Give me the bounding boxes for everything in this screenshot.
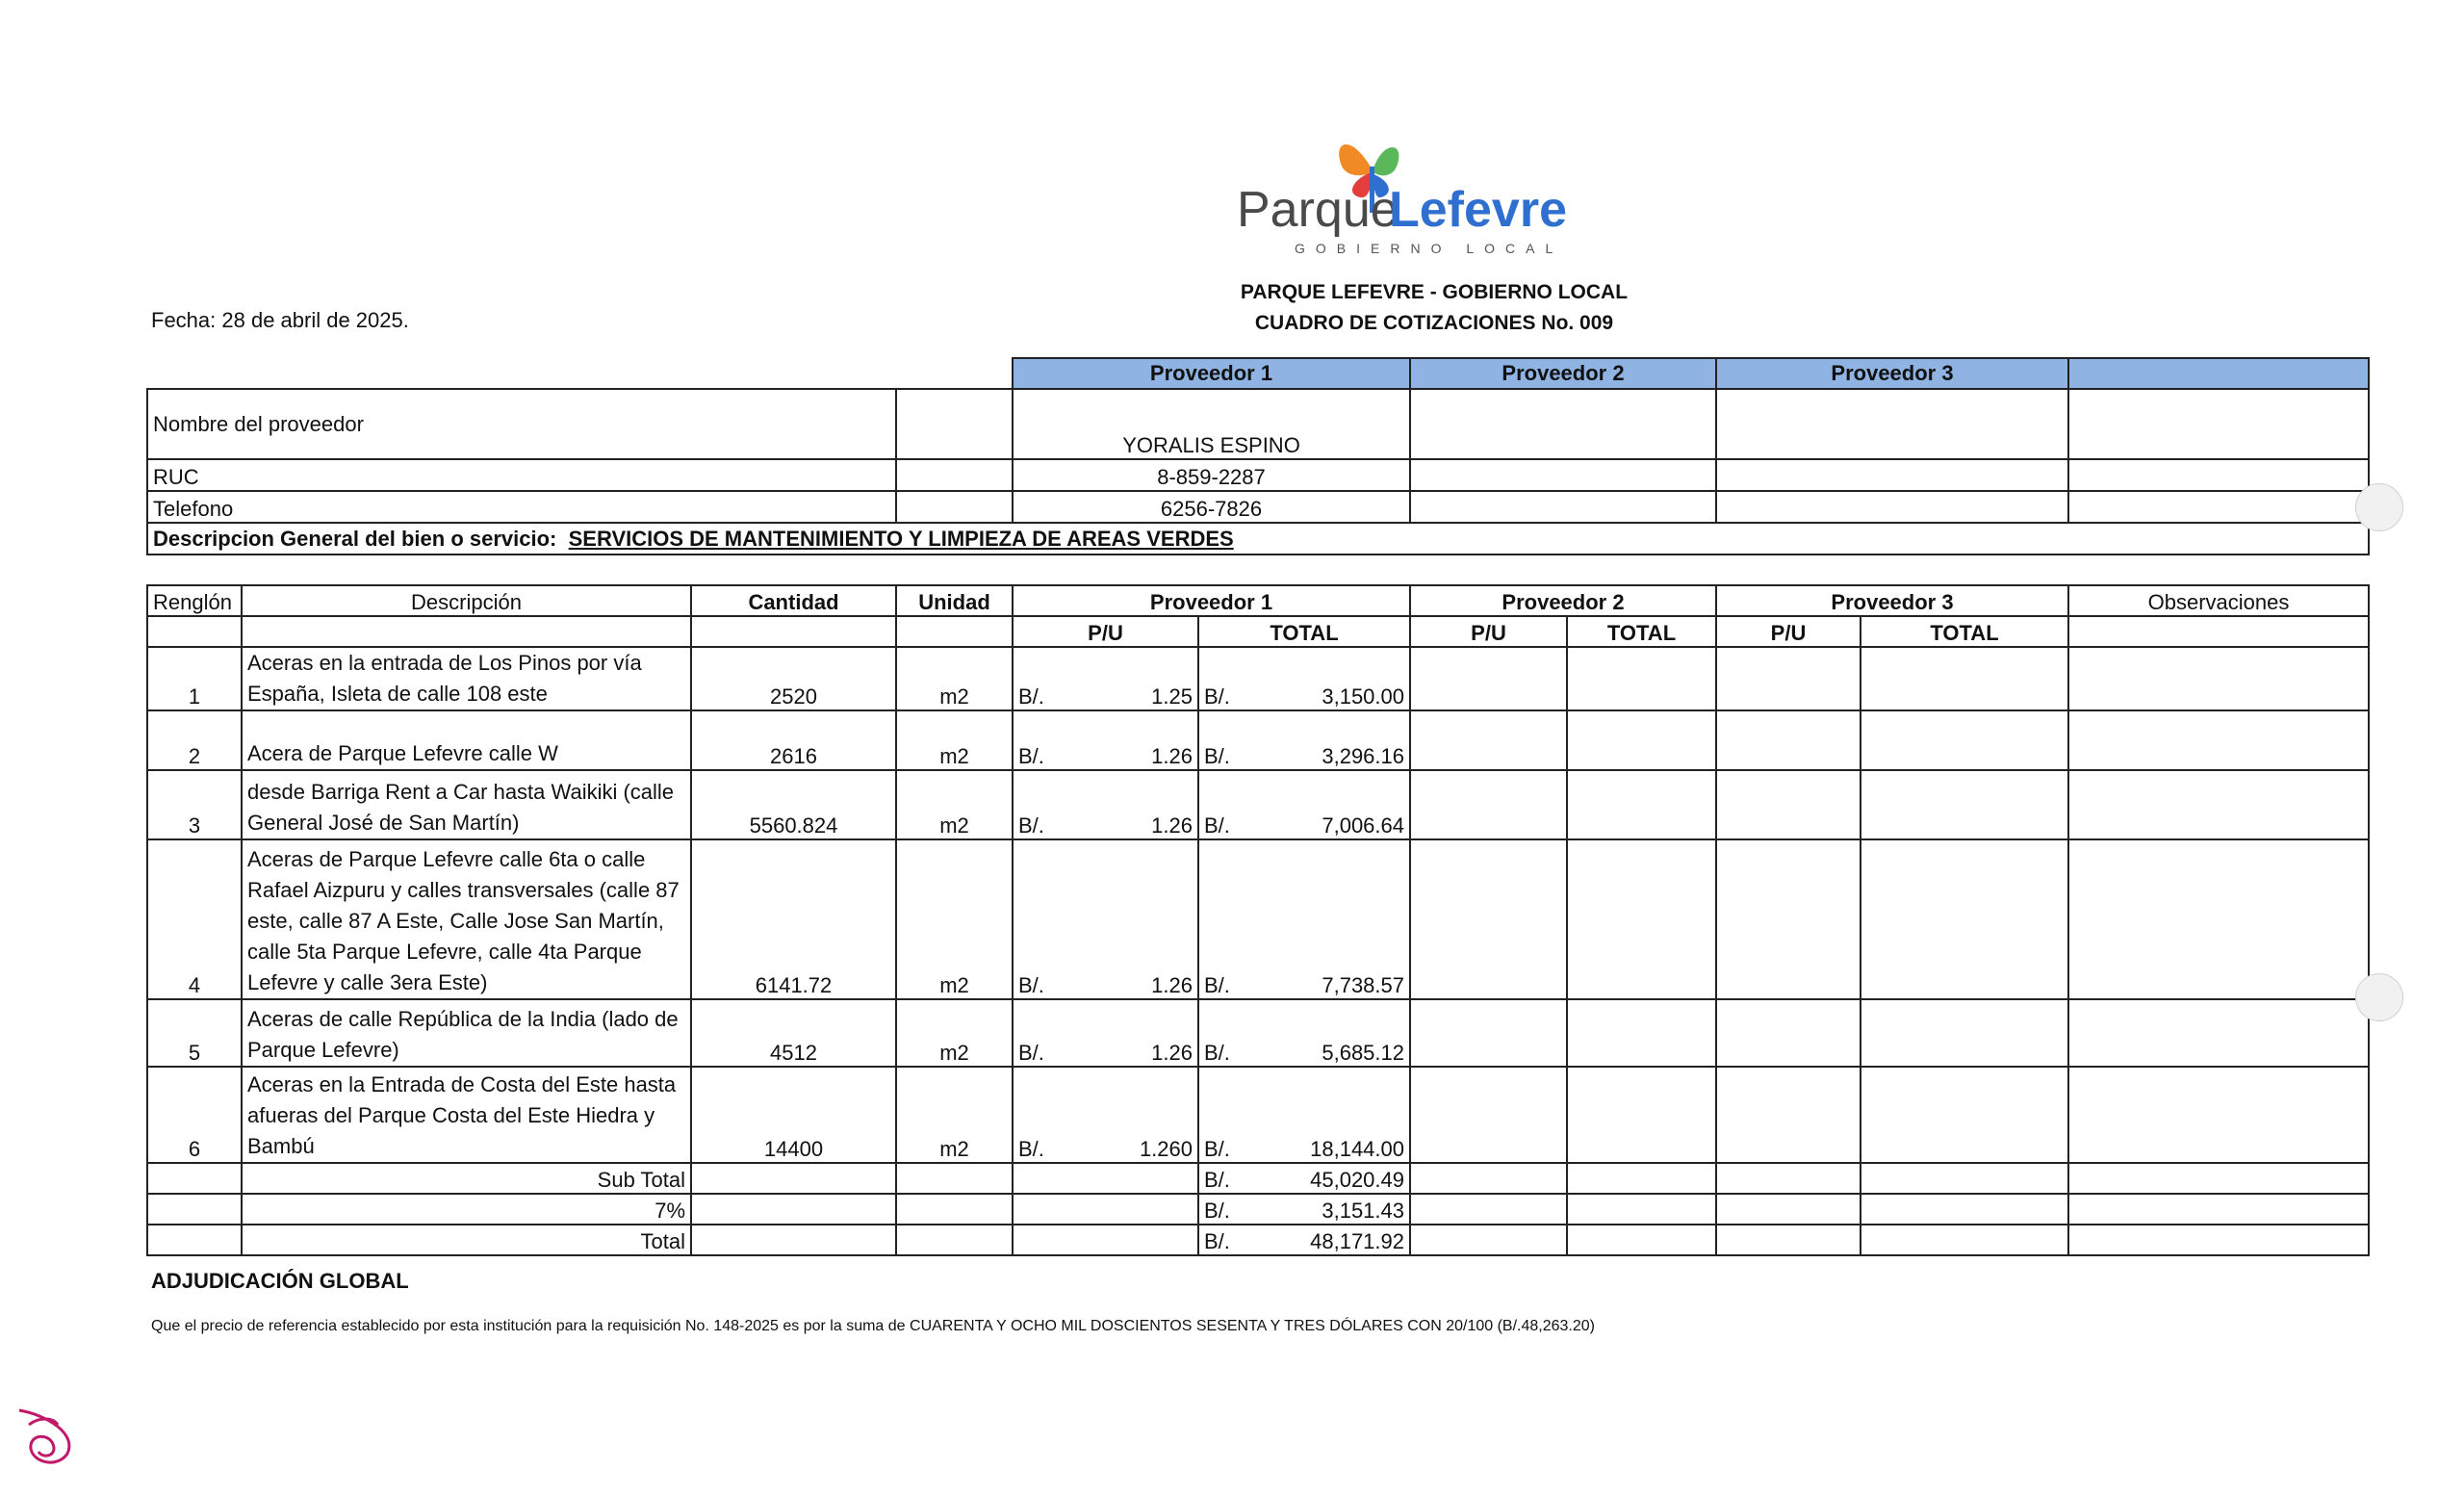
item-number: 3 xyxy=(147,770,242,839)
col-renglon: Renglón xyxy=(147,585,242,616)
parque-lefevre-logo xyxy=(1237,130,1603,255)
top-header-blank xyxy=(2068,358,2369,389)
item-number: 4 xyxy=(147,839,242,999)
item-quantity: 6141.72 xyxy=(691,839,896,999)
item-quantity: 2616 xyxy=(691,710,896,770)
item-row xyxy=(147,999,2369,1067)
punch-hole xyxy=(2355,483,2403,531)
item-row xyxy=(147,839,2369,999)
logo-word-lefevre: Lefevre xyxy=(1389,182,1567,238)
item-unit-price: B/. 1.25 xyxy=(1013,647,1198,710)
quotation-table xyxy=(146,357,2370,1256)
spacer-row xyxy=(147,555,2369,585)
subtotal-row-value: B/. 45,020.49 xyxy=(1198,1163,1410,1194)
item-row xyxy=(147,710,2369,770)
punch-hole xyxy=(2355,973,2403,1021)
header-line-2: CUADRO DE COTIZACIONES No. 009 xyxy=(1254,312,1614,334)
grand-total-row-label: Total xyxy=(242,1225,691,1255)
currency-symbol: B/. xyxy=(1018,973,1044,997)
col-descripcion: Descripción xyxy=(242,585,691,616)
subcol-total-2: TOTAL xyxy=(1567,616,1716,647)
subcol-total-3: TOTAL xyxy=(1861,616,2068,647)
ruc-row xyxy=(147,459,2369,491)
item-number: 2 xyxy=(147,710,242,770)
ruc-value: 8-859-2287 xyxy=(1013,459,1410,491)
item-unit-price: B/. 1.26 xyxy=(1013,770,1198,839)
top-header-p3: Proveedor 3 xyxy=(1716,358,2068,389)
subcol-total-1: TOTAL xyxy=(1198,616,1410,647)
col-unidad: Unidad xyxy=(896,585,1013,616)
description-row xyxy=(147,523,2369,555)
tax-row-label: 7% xyxy=(242,1194,691,1225)
col-proveedor-2: Proveedor 2 xyxy=(1410,585,1716,616)
item-description: Aceras de Parque Lefevre calle 6ta o calle Rafael Aizpuru y calles transversales (calle 87 este, calle 87 A Este, Calle Jose San Martín, calle 5ta Parque Lefevre, calle 4ta Parque Lefevre y calle 3era Este) xyxy=(242,839,691,999)
item-row xyxy=(147,1067,2369,1163)
currency-symbol: B/. xyxy=(1204,973,1230,997)
item-quantity: 2520 xyxy=(691,647,896,710)
grand-total-row-value: B/. 48,171.92 xyxy=(1198,1225,1410,1255)
item-unit: m2 xyxy=(896,710,1013,770)
currency-symbol: B/. xyxy=(1204,1199,1230,1223)
currency-symbol: B/. xyxy=(1204,1137,1230,1161)
item-description: desde Barriga Rent a Car hasta Waikiki (calle General José de San Martín) xyxy=(242,770,691,839)
item-quantity: 4512 xyxy=(691,999,896,1067)
col-proveedor-1: Proveedor 1 xyxy=(1013,585,1410,616)
item-description: Aceras en la entrada de Los Pinos por vía España, Isleta de calle 108 este xyxy=(242,647,691,710)
item-unit-price: B/. 1.260 xyxy=(1013,1067,1198,1163)
telefono-value: 6256-7826 xyxy=(1013,491,1410,523)
subcol-pu-3: P/U xyxy=(1716,616,1861,647)
signature-mark xyxy=(10,1396,87,1478)
currency-symbol: B/. xyxy=(1204,1168,1230,1192)
adjudicacion-heading: ADJUDICACIÓN GLOBAL xyxy=(151,1269,409,1293)
item-unit-price: B/. 1.26 xyxy=(1013,710,1198,770)
item-unit-price: B/. 1.26 xyxy=(1013,999,1198,1067)
item-unit-price: B/. 1.26 xyxy=(1013,839,1198,999)
item-total: B/. 3,150.00 xyxy=(1198,647,1410,710)
telefono-row xyxy=(147,491,2369,523)
item-row xyxy=(147,647,2369,710)
item-description: Aceras en la Entrada de Costa del Este hasta afueras del Parque Costa del Este Hiedra y Bambú xyxy=(242,1067,691,1163)
item-unit: m2 xyxy=(896,839,1013,999)
item-total: B/. 18,144.00 xyxy=(1198,1067,1410,1163)
item-description: Aceras de calle República de la India (lado de Parque Lefevre) xyxy=(242,999,691,1067)
grand-total-row xyxy=(147,1225,2369,1255)
item-unit: m2 xyxy=(896,770,1013,839)
ruc-label: RUC xyxy=(147,459,896,491)
item-unit: m2 xyxy=(896,1067,1013,1163)
currency-symbol: B/. xyxy=(1018,684,1044,709)
date-text: Fecha: 28 de abril de 2025. xyxy=(151,308,409,332)
col-proveedor-3: Proveedor 3 xyxy=(1716,585,2068,616)
item-total: B/. 7,006.64 xyxy=(1198,770,1410,839)
subcol-pu-2: P/U xyxy=(1410,616,1567,647)
subcol-pu-1: P/U xyxy=(1013,616,1198,647)
logo-word-parque: Parque xyxy=(1237,182,1399,238)
currency-symbol: B/. xyxy=(1204,1041,1230,1065)
top-header-p1: Proveedor 1 xyxy=(1013,358,1410,389)
currency-symbol: B/. xyxy=(1018,744,1044,768)
item-total: B/. 5,685.12 xyxy=(1198,999,1410,1067)
telefono-label: Telefono xyxy=(147,491,896,523)
item-number: 1 xyxy=(147,647,242,710)
currency-symbol: B/. xyxy=(1018,813,1044,838)
currency-symbol: B/. xyxy=(1018,1137,1044,1161)
currency-symbol: B/. xyxy=(1204,1229,1230,1253)
col-cantidad: Cantidad xyxy=(691,585,896,616)
item-total: B/. 3,296.16 xyxy=(1198,710,1410,770)
currency-symbol: B/. xyxy=(1204,744,1230,768)
description-value: SERVICIOS DE MANTENIMIENTO Y LIMPIEZA DE AREAS VERDES xyxy=(568,526,1234,551)
item-description: Acera de Parque Lefevre calle W xyxy=(242,710,691,770)
item-row xyxy=(147,770,2369,839)
tax-row xyxy=(147,1194,2369,1225)
reference-text: Que el precio de referencia establecido por esta institución para la requisición No. 148-2025 es por la suma de CUARENTA Y OCHO MIL DOSCIENTOS SESENTA Y TRES DÓLARES CON 20/100 (B/.48,263.20) xyxy=(151,1318,1595,1334)
currency-symbol: B/. xyxy=(1204,813,1230,838)
top-header-p2: Proveedor 2 xyxy=(1410,358,1716,389)
currency-symbol: B/. xyxy=(1204,684,1230,709)
column-header-row xyxy=(147,585,2369,616)
provider-name-value: YORALIS ESPINO xyxy=(1013,389,1410,459)
subtotal-row xyxy=(147,1163,2369,1194)
item-unit: m2 xyxy=(896,647,1013,710)
item-quantity: 5560.824 xyxy=(691,770,896,839)
tax-row-value: B/. 3,151.43 xyxy=(1198,1194,1410,1225)
top-header-row xyxy=(147,358,2369,389)
description-label: Descripcion General del bien o servicio: xyxy=(153,526,557,551)
provider-name-row xyxy=(147,389,2369,459)
logo-subtitle: GOBIERNO LOCAL xyxy=(1295,241,1564,256)
provider-name-label: Nombre del proveedor xyxy=(147,389,896,459)
subtotal-row-label: Sub Total xyxy=(242,1163,691,1194)
header-line-1: PARQUE LEFEVRE - GOBIERNO LOCAL xyxy=(1240,281,1629,303)
item-number: 6 xyxy=(147,1067,242,1163)
subheader-row xyxy=(147,616,2369,647)
item-unit: m2 xyxy=(896,999,1013,1067)
currency-symbol: B/. xyxy=(1018,1041,1044,1065)
item-total: B/. 7,738.57 xyxy=(1198,839,1410,999)
item-number: 5 xyxy=(147,999,242,1067)
col-observaciones: Observaciones xyxy=(2068,585,2369,616)
item-quantity: 14400 xyxy=(691,1067,896,1163)
